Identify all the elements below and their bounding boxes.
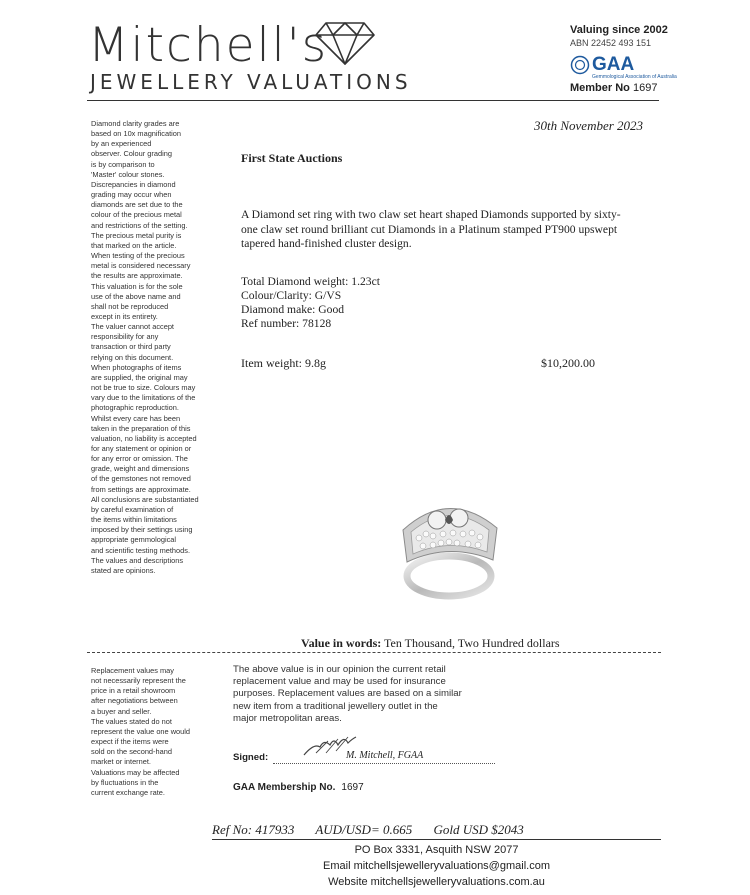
- sidebar-line: except in its entirety.: [91, 311, 158, 321]
- sidebar-line: The precious metal purity is: [91, 230, 182, 240]
- sidebar-line: a buyer and seller.: [91, 706, 152, 716]
- brand-name: Mitchell's: [88, 18, 329, 73]
- opinion-line: replacement value and may be used for insurance: [233, 676, 446, 688]
- sidebar-line: after negotiations between: [91, 696, 178, 706]
- sidebar-line: for any error or omission. The: [91, 454, 188, 464]
- value-words-label: Value in words:: [301, 636, 382, 650]
- ref-no: Ref No: 417933: [212, 822, 295, 837]
- sidebar-line: transaction or third party: [91, 342, 171, 352]
- sidebar-line: are supplied, the original may: [91, 372, 188, 382]
- sidebar-line: vary due to the limitations of the: [91, 393, 196, 403]
- sidebar-line: photographic reproduction.: [91, 403, 179, 413]
- valuing-since: Valuing since 2002: [570, 24, 668, 36]
- sidebar-line: market or internet.: [91, 757, 151, 767]
- sidebar-line: expect if the items were: [91, 737, 169, 747]
- sidebar-line: represent the value one would: [91, 726, 191, 736]
- sidebar-line: observer. Colour grading: [91, 149, 172, 159]
- opinion-line: purposes. Replacement values are based on a similar: [233, 688, 462, 700]
- replacement-sidebar: [91, 666, 231, 798]
- valuation-price: $10,200.00: [541, 356, 595, 370]
- email: Email mitchellsjewelleryvaluations@gmail.com: [323, 860, 550, 872]
- gaa-logo: GAA: [592, 54, 635, 75]
- ring-photo: [393, 490, 505, 602]
- sidebar-line: Valuations may be affected: [91, 767, 180, 777]
- header-rule: [87, 100, 659, 101]
- sidebar-line: shall not be reproduced: [91, 301, 169, 311]
- sidebar-line: and scientific testing methods.: [91, 545, 191, 555]
- sidebar-line: responsibility for any: [91, 332, 159, 342]
- sidebar-line: based on 10x magnification: [91, 129, 181, 139]
- sidebar-line: The valuer cannot accept: [91, 322, 174, 332]
- sidebar-line: imposed by their settings using: [91, 525, 193, 535]
- signed-label: Signed:: [233, 752, 269, 763]
- sidebar-line: Diamond clarity grades are: [91, 119, 180, 128]
- gaa-tagline: Gemmological Association of Australia: [592, 74, 677, 80]
- sidebar-line: sold on the second-hand: [91, 747, 172, 757]
- sidebar-line: stated are opinions.: [91, 565, 156, 575]
- sidebar-line: The values stated do not: [91, 716, 172, 726]
- sidebar-line: and restrictions of the setting.: [91, 220, 188, 230]
- exchange-rate: AUD/USD= 0.665: [315, 822, 413, 837]
- sidebar-line: use of the above name and: [91, 291, 181, 301]
- opinion-line: new item from a traditional jewellery outlet in the: [233, 700, 438, 712]
- footer-rule: [212, 839, 661, 840]
- gaa-membership-label: GAA Membership No.: [233, 782, 336, 793]
- gaa-membership-no: 1697: [341, 782, 364, 793]
- sidebar-line: All conclusions are substantiated: [91, 494, 199, 504]
- sidebar-line: current exchange rate.: [91, 787, 165, 797]
- sidebar-line: not be true to size. Colours may: [91, 383, 196, 393]
- addressee: First State Auctions: [241, 151, 343, 165]
- sidebar-line: grading may occur when: [91, 190, 172, 200]
- sidebar-line: diamonds are set due to the: [91, 200, 183, 210]
- gaa-seal-icon: [570, 55, 590, 75]
- sidebar-line: Replacement values may: [91, 666, 174, 675]
- header-info: [570, 24, 668, 50]
- sidebar-line: metal is considered necessary: [91, 261, 191, 271]
- opinion-line: The above value is in our opinion the current retail: [233, 664, 446, 675]
- member-number: [570, 82, 657, 94]
- opinion-text: [233, 664, 533, 725]
- sidebar-line: Whilst every care has been: [91, 413, 181, 423]
- spec-total-weight: Total Diamond weight: 1.23ct: [241, 275, 380, 288]
- footer-ref-line: [212, 822, 542, 838]
- item-description: A Diamond set ring with two claw set heart shaped Diamonds supported by sixty-one claw set round brilliant cut Diamonds in a Platinum stamped PT900 upswept tapered hand-finished cluster design.: [241, 208, 621, 250]
- abn: ABN 22452 493 151: [570, 38, 652, 48]
- sidebar-line: Discrepancies in diamond: [91, 179, 176, 189]
- sidebar-line: not necessarily represent the: [91, 676, 186, 686]
- sidebar-line: The values and descriptions: [91, 555, 184, 565]
- value-words: Ten Thousand, Two Hundred dollars: [384, 636, 560, 650]
- disclaimer-sidebar: [91, 119, 231, 576]
- sidebar-line: taken in the preparation of this: [91, 423, 191, 433]
- valuation-date: 30th November 2023: [534, 118, 644, 133]
- sidebar-line: the results are approximate.: [91, 271, 183, 281]
- sidebar-line: that marked on the article.: [91, 240, 177, 250]
- spec-ref: Ref number: 78128: [241, 317, 332, 330]
- sidebar-line: 'Master' colour stones.: [91, 169, 165, 179]
- opinion-line: major metropolitan areas.: [233, 712, 342, 724]
- member-label: Member No: [570, 82, 630, 94]
- sidebar-line: by fluctuations in the: [91, 777, 159, 787]
- po-box: PO Box 3331, Asquith NSW 2077: [354, 844, 519, 856]
- spec-make: Diamond make: Good: [241, 303, 345, 316]
- sidebar-line: the items within limitations: [91, 515, 177, 525]
- dashed-divider: [87, 652, 661, 653]
- gaa-membership: [233, 782, 364, 793]
- sidebar-line: price in a retail showroom: [91, 686, 176, 696]
- sidebar-line: is by comparison to: [91, 159, 155, 169]
- sidebar-line: This valuation is for the sole: [91, 281, 183, 291]
- value-in-words: [301, 636, 560, 651]
- item-weight: Item weight: 9.8g: [241, 356, 326, 370]
- diamond-outline-icon: [314, 20, 376, 66]
- gold-price: Gold USD $2043: [433, 822, 524, 837]
- sidebar-line: by an experienced: [91, 139, 152, 149]
- signer-name: M. Mitchell, FGAA: [346, 750, 424, 761]
- member-no: 1697: [632, 82, 658, 94]
- sidebar-line: of the gemstones not removed: [91, 474, 191, 484]
- spec-colour-clarity: Colour/Clarity: G/VS: [241, 289, 342, 302]
- item-specs: [241, 275, 380, 331]
- sidebar-line: appropriate gemmological: [91, 535, 177, 545]
- sidebar-line: by careful examination of: [91, 504, 174, 514]
- sidebar-line: from settings are approximate.: [91, 484, 191, 494]
- sidebar-line: grade, weight and dimensions: [91, 464, 190, 474]
- sidebar-line: When testing of the precious: [91, 251, 185, 261]
- website: Website mitchellsjewelleryvaluations.com.au: [328, 876, 545, 888]
- sidebar-line: When photographs of items: [91, 362, 182, 372]
- sidebar-line: relying on this document.: [91, 352, 174, 362]
- signature-line: [273, 763, 495, 764]
- brand-subtitle: JEWELLERY VALUATIONS: [90, 70, 412, 94]
- sidebar-line: valuation, no liability is accepted: [91, 433, 197, 443]
- sidebar-line: for any statement or opinion or: [91, 444, 192, 453]
- sidebar-line: colour of the precious metal: [91, 210, 182, 220]
